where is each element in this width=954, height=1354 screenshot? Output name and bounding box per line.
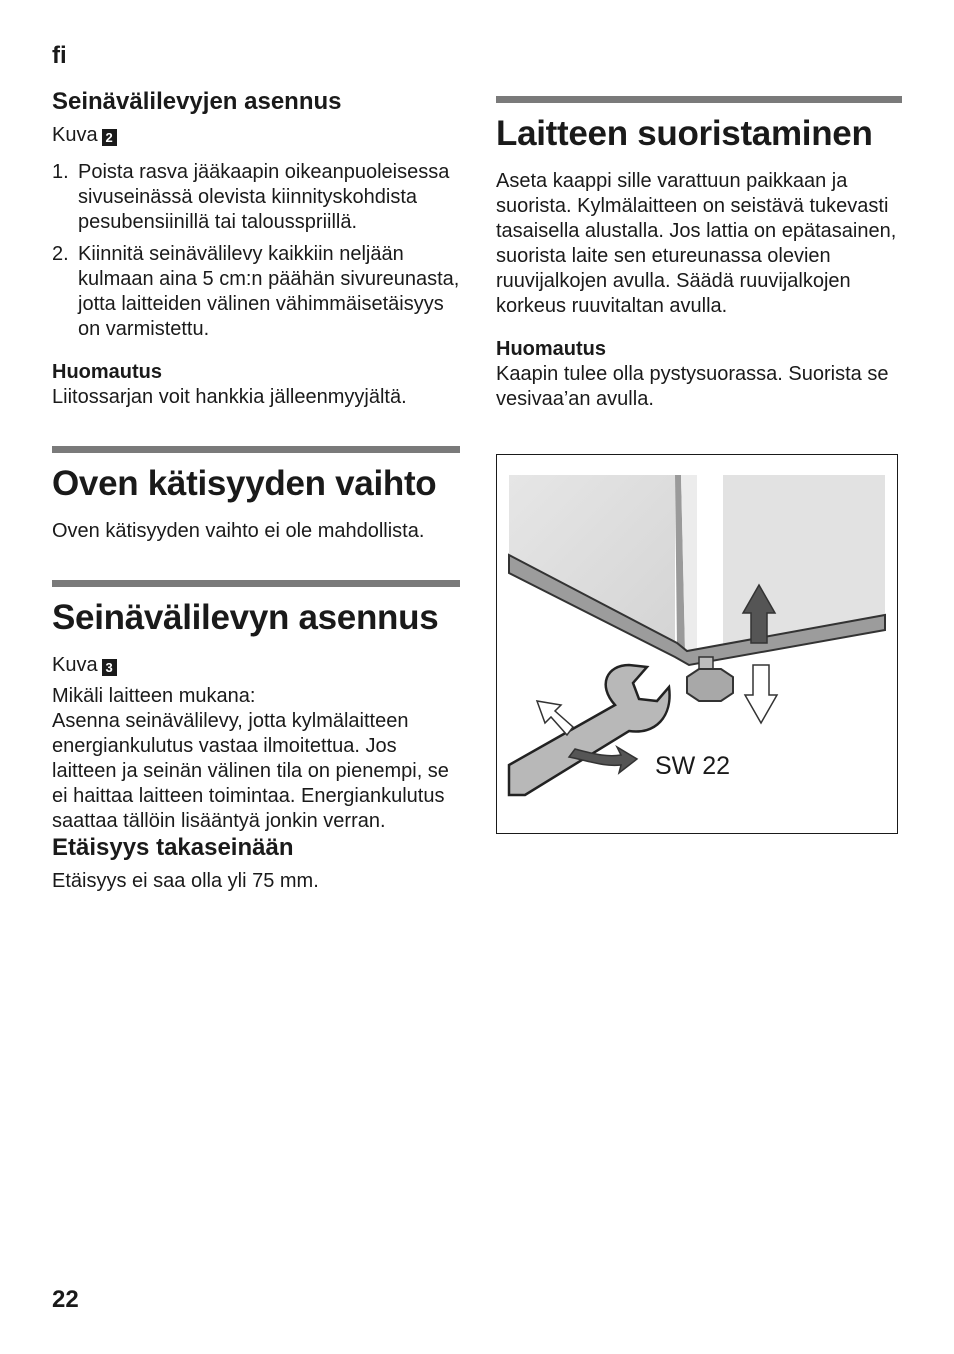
step-number: 2. xyxy=(52,242,69,265)
note-heading: Huomautus xyxy=(52,360,162,383)
note-text: Kaapin tulee olla pystysuorassa. Suorista se vesivaa’an avulla. xyxy=(496,363,889,410)
heading-wall-spacers: Seinävälilevyjen asennus xyxy=(52,88,342,115)
note-heading: Huomautus xyxy=(496,338,606,360)
paragraph: Mikäli laitteen mukana: xyxy=(52,684,256,707)
section-text: Oven kätisyyden vaihto ei ole mahdollista. xyxy=(52,519,425,542)
wrench-size-label: SW 22 xyxy=(655,752,731,780)
section-title: Laitteen suoristaminen xyxy=(496,114,873,153)
section-wall-spacer xyxy=(52,580,460,834)
down-arrow xyxy=(745,665,777,723)
cabinet-side-panel xyxy=(509,475,675,645)
figure-ref-label: Kuva xyxy=(52,653,98,676)
page-number: 22 xyxy=(52,1286,79,1313)
paragraph: Etäisyys ei saa olla yli 75 mm. xyxy=(52,869,319,892)
figure-ref xyxy=(52,123,460,148)
step-number: 1. xyxy=(52,160,69,183)
section-title: Oven kätisyyden vaihto xyxy=(52,463,437,503)
steps-list xyxy=(52,160,460,342)
section-levelling xyxy=(496,96,902,412)
section-text: Aseta kaappi sille varattuun paikkaan ja suorista. Kylmälaitteen on seistävä tukevasti tasaisella alustalla. Jos lattia on epätasainen, suorista laite sen etureunassa olevien ruuvijalkojen avulla. Säädä ruuvijalkojen korkeus ruuvitaltan avulla. xyxy=(496,170,897,317)
wrench-drawing xyxy=(509,665,670,795)
left-column xyxy=(52,88,460,894)
figure-number-badge: 3 xyxy=(102,659,117,676)
section-title: Seinävälilevyn asennus xyxy=(52,597,439,637)
section-door-hinge xyxy=(52,446,460,544)
rotate-cw-arrow xyxy=(569,747,637,773)
figure-ref xyxy=(52,653,460,678)
heading-wall-distance: Etäisyys takaseinään xyxy=(52,833,294,861)
right-column xyxy=(496,96,904,412)
rotate-ccw-arrow xyxy=(537,701,573,735)
figure-ref-label: Kuva xyxy=(52,123,98,146)
list-item xyxy=(52,242,460,342)
levelling-illustration xyxy=(496,454,898,834)
language-code: fi xyxy=(52,42,67,69)
note-text: Liitossarjan voit hankkia jälleenmyyjältä. xyxy=(52,385,407,408)
step-text: Poista rasva jääkaapin oikeanpuoleisessa sivuseinässä olevista kiinnityskohdista pesubensiinillä tai talousspriillä. xyxy=(78,160,450,233)
figure-number-badge: 2 xyxy=(102,129,117,146)
step-text: Kiinnitä seinävälilevy kaikkiin neljään kulmaan aina 5 cm:n päähän sivureunasta, jotta laitteiden välinen vähimmäisetäisyys on varmistettu. xyxy=(78,242,460,340)
list-item xyxy=(52,160,460,235)
paragraph: Asenna seinävälilevy, jotta kylmälaitteen energiankulutus vastaa ilmoitettua. Jos laitteen ja seinän välinen tila on pienempi, se ei haittaa laitteen toimintaa. Energiankulutus saattaa tällöin lisääntyä jonkin verran. xyxy=(52,709,449,832)
foot-nut xyxy=(687,669,733,701)
